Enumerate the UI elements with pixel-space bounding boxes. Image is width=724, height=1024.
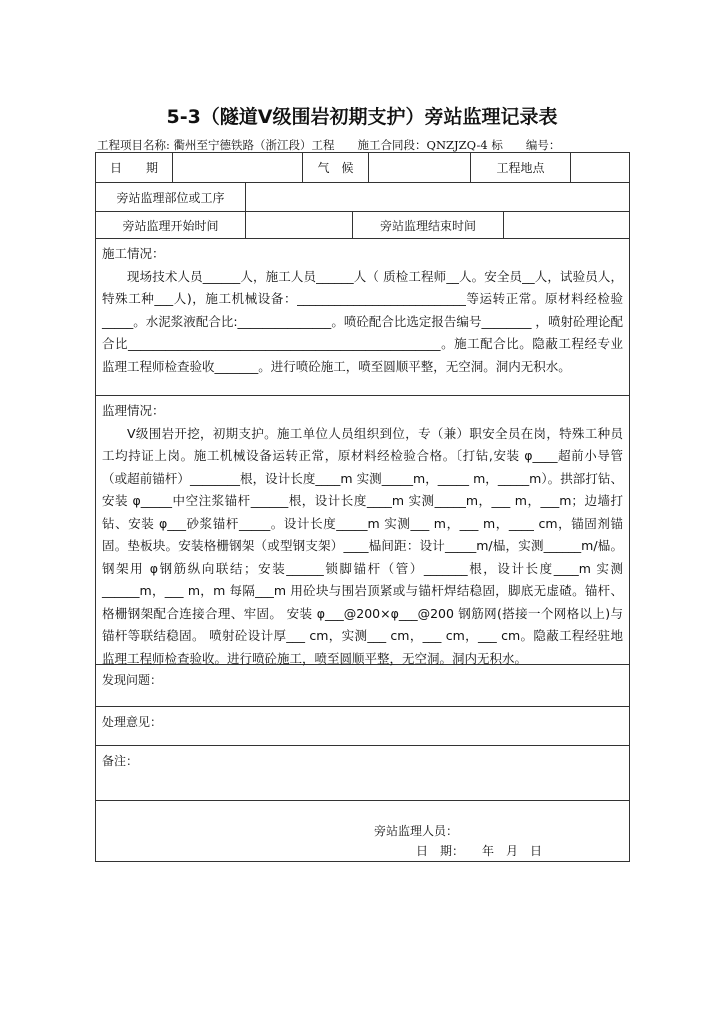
- supervisor-label: 旁站监理人员：: [374, 824, 459, 838]
- issues-section[interactable]: [96, 665, 629, 707]
- part-label: 旁站监理部位或工序: [96, 183, 246, 211]
- row-part: [96, 183, 629, 212]
- project-name: 工程项目名称: 衢州至宁德铁路（浙江段）工程: [97, 138, 335, 152]
- contract-section: 施工合同段：QNZJZQ-4 标: [357, 138, 503, 152]
- opinion-section[interactable]: [96, 707, 629, 746]
- date-field[interactable]: [173, 153, 303, 182]
- end-time-label: 旁站监理结束时间: [353, 212, 504, 238]
- opinion-label: 处理意见：: [102, 715, 163, 729]
- row-basic-info: [96, 153, 629, 183]
- page-title: 5-3（隧道Ⅴ级围岩初期支护）旁站监理记录表: [166, 106, 558, 128]
- weather-label: 气 候: [303, 153, 369, 182]
- supervision-label: 监理情况：: [102, 403, 165, 418]
- weather-field[interactable]: [369, 153, 471, 182]
- start-time-field[interactable]: [246, 212, 353, 238]
- part-field[interactable]: [246, 183, 629, 211]
- construction-section: [96, 239, 629, 396]
- remarks-label: 备注：: [102, 754, 139, 768]
- sign-date-label: 日 期： 年 月 日: [416, 844, 543, 858]
- location-label: 工程地点: [471, 153, 571, 182]
- record-table: [95, 152, 630, 862]
- issues-label: 发现问题：: [102, 673, 163, 687]
- supervision-section: [96, 396, 629, 665]
- supervision-text: Ⅴ级围岩开挖，初期支护。施工单位人员组织到位，专（兼）职安全员在岗，特殊工种员工均持证上岗。施工机械设备运转正常，原材料经检验合格。〔打钻,安装 φ____超前小导管（或超前锚杆）________根，设计长度____m 实测_____m，_____ m，_____m）。拱部打钻、安装 φ_____中空注浆锚杆______根，设计长度____m 实测_____m，___ m，___m；边墙打钻、安装 φ___砂浆锚杆_____。设计长度_____m 实测___ m，___ m，____ cm，锚固剂锚固。垫板块。安装格栅钢架（或型钢支架）____榀间距：设计_____m/榀，实测______m/榀。钢架用 φ钢筋纵向联结；安装______锁脚锚杆（管）_______根，设计长度____m 实测______m，___ m，m 每隔___m 用砼块与围岩顶紧或与锚杆焊结稳固，脚底无虚碴。锚杆、格栅钢架配合连接合理、牢固。 安装 φ___@200×φ___@200 钢筋网(搭接一个网格以上)与锚杆等联结稳固。 喷射砼设计厚___ cm，实测___ cm，___ cm，___ cm。隐蔽工程经驻地监理工程师检查验收。进行喷砼施工，喷至圆顺平整，无空洞。洞内无积水。: [102, 425, 623, 666]
- row-time: [96, 212, 629, 239]
- construction-label: 施工情况：: [102, 246, 165, 261]
- remarks-section[interactable]: [96, 746, 629, 801]
- form-number: 编号：: [525, 138, 561, 152]
- signature-section: [96, 801, 629, 861]
- date-label: 日 期: [96, 153, 173, 182]
- start-time-label: 旁站监理开始时间: [96, 212, 246, 238]
- header-meta: [97, 137, 560, 153]
- construction-text: 现场技术人员______人，施工人员______人（ 质检工程师__人。安全员__人，试验员人，特殊工种___人)，施工机械设备：___________________________等运转正常。原材料经检验_____。水泥浆液配合比:_______________。喷砼配合比选定报告编号________ ，喷射砼理论配合比__________________________________________________。施工配合比。隐蔽工程经专业监理工程师检查验收_______。进行喷砼施工，喷至圆顺平整，无空洞。洞内无积水。: [102, 268, 623, 374]
- location-field[interactable]: [571, 153, 629, 182]
- end-time-field[interactable]: [504, 212, 629, 238]
